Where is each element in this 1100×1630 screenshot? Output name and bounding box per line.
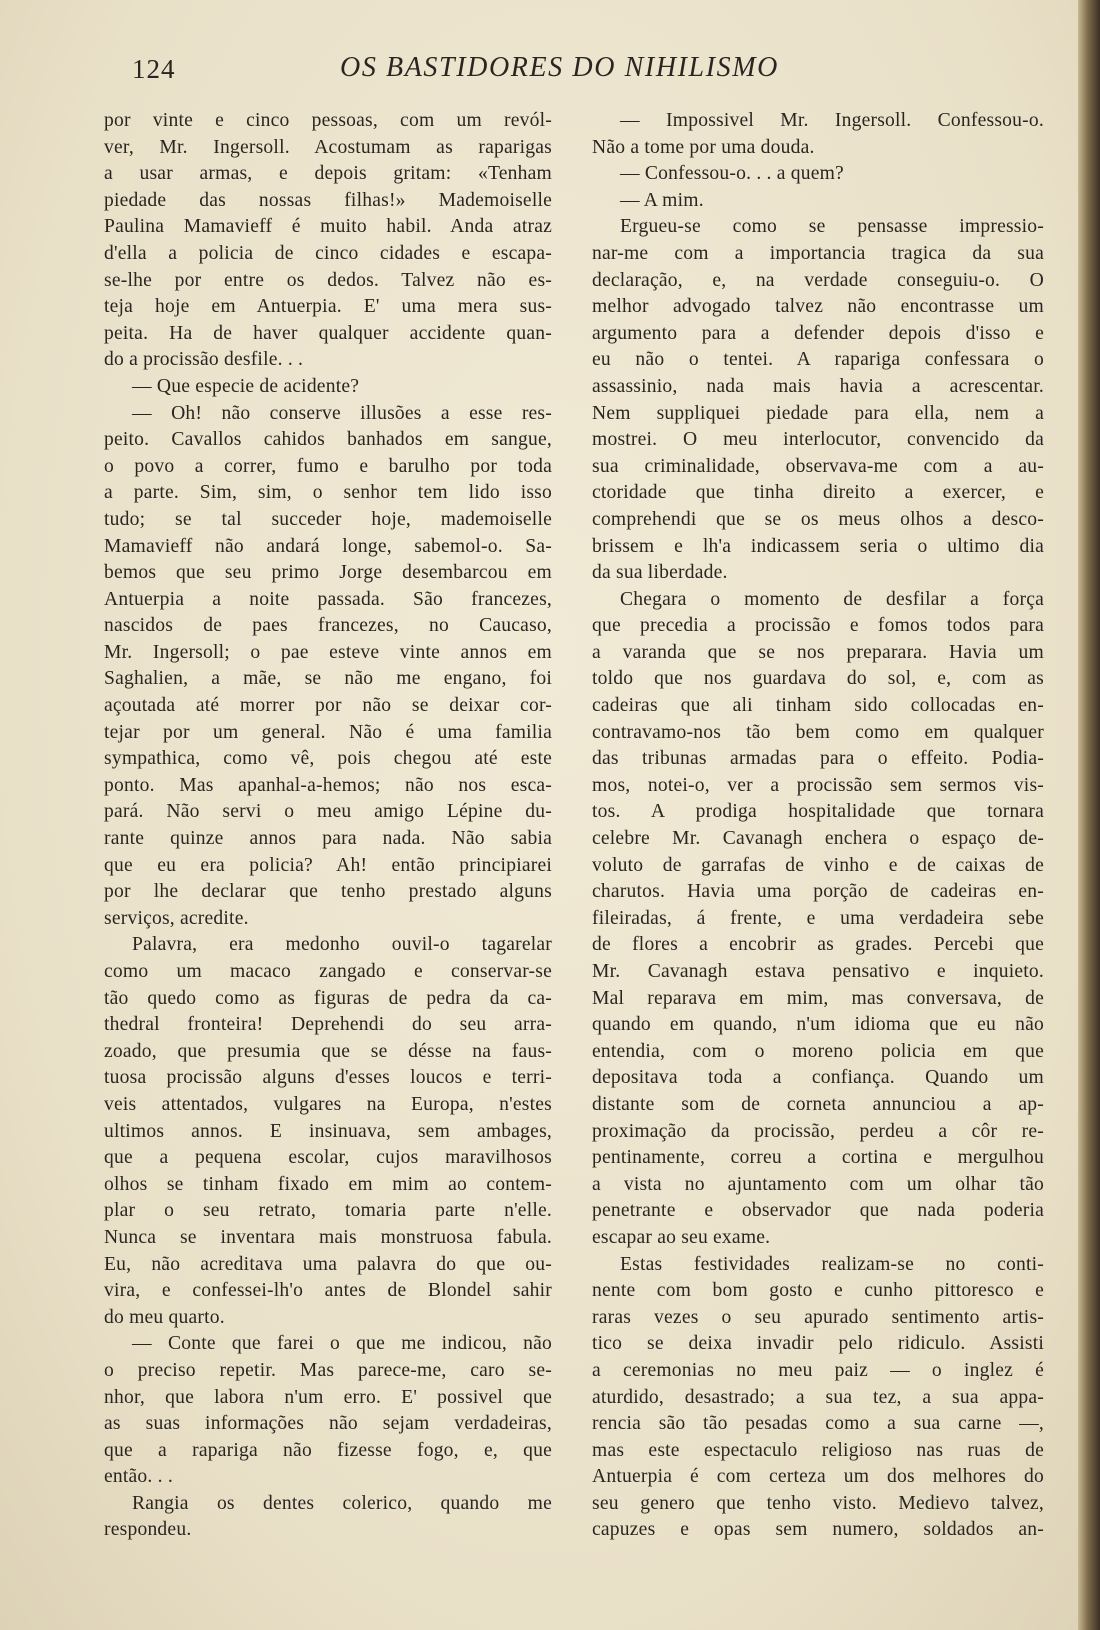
text-line: Nem suppliquei piedade para ella, nem a <box>592 402 1044 424</box>
text-line: por lhe declarar que tenho prestado alguns <box>104 881 552 903</box>
text-line: de flores a encobrir as grades. Percebi que <box>592 934 1044 956</box>
text-line: a parte. Sim, sim, o senhor tem lido isso <box>104 482 552 504</box>
text-line: peito. Cavallos cahidos banhados em sangue, <box>104 429 552 451</box>
text-line: — Impossivel Mr. Ingersoll. Confessou-o. <box>620 110 1044 131</box>
text-line: do meu quarto. <box>104 1306 225 1328</box>
text-line: respondeu. <box>104 1519 192 1541</box>
text-line: ponto. Mas apanhal-a-hemos; não nos esca- <box>104 774 552 796</box>
text-line: Chegara o momento de desfilar a força <box>620 588 1044 610</box>
text-line: charutos. Havia uma porção de cadeiras en- <box>592 881 1044 903</box>
text-line: Rangia os dentes colerico, quando me <box>132 1492 552 1514</box>
text-line: a usar armas, e depois gritam: «Tenham <box>104 163 552 185</box>
text-line: tos. A prodiga hospitalidade que tornara <box>592 801 1044 823</box>
text-line: celebre Mr. Cavanagh enchera o espaço de- <box>592 828 1044 850</box>
text-line: piedade das nossas filhas!» Mademoiselle <box>104 189 552 211</box>
text-line: Saghalien, a mãe, se não me engano, foi <box>104 668 552 690</box>
text-line: Não a tome por uma douda. <box>592 136 815 158</box>
text-line: capuzes e opas sem numero, soldados an- <box>592 1519 1044 1541</box>
text-line: Mr. Ingersoll; o pae esteve vinte annos em <box>104 641 552 663</box>
text-line: Eu, não acreditava uma palavra do que ou- <box>104 1253 552 1275</box>
text-line: ver, Mr. Ingersoll. Acostumam as raparigas <box>104 136 552 158</box>
book-spine-shadow <box>1078 0 1100 1630</box>
text-line: Antuerpia é com certeza um dos melhores do <box>592 1466 1044 1488</box>
text-line: voluto de garrafas de vinho e de caixas de <box>592 854 1044 876</box>
text-line: tuosa procissão alguns d'esses loucos e terri- <box>104 1067 552 1089</box>
text-line: mostrei. O meu interlocutor, convencido da <box>592 429 1044 451</box>
text-line: zoado, que presumia que se désse na faus- <box>104 1040 552 1062</box>
text-line: da sua liberdade. <box>592 562 728 584</box>
text-line: o preciso repetir. Mas parece-me, caro se- <box>104 1359 552 1381</box>
text-line: teja hoje em Antuerpia. E' uma mera sus- <box>104 296 552 318</box>
text-line: plar o seu retrato, tomaria parte n'elle. <box>104 1200 552 1222</box>
text-line: — A mim. <box>620 189 704 211</box>
text-line: ctoridade que tinha direito a exercer, e <box>592 482 1044 504</box>
text-line: Mr. Cavanagh estava pensativo e inquieto. <box>592 961 1044 982</box>
text-line: vira, e confessei-lh'o antes de Blondel sahir <box>104 1280 552 1302</box>
text-line: Palavra, era medonho ouvil-o tagarelar <box>132 934 552 956</box>
text-line: açoutada até morrer por não se deixar cor- <box>104 695 552 717</box>
text-line: escapar ao seu exame. <box>592 1226 771 1248</box>
text-line: brissem e lh'a indicassem seria o ultimo dia <box>592 535 1044 557</box>
text-line: argumento para a defender depois d'isso e <box>592 322 1044 344</box>
text-line: fileiradas, á frente, e uma verdadeira sebe <box>592 907 1044 929</box>
page-number: 124 <box>132 54 176 84</box>
text-line: então. . . <box>104 1466 173 1488</box>
text-line: sua criminalidade, observava-me com a au- <box>592 455 1044 477</box>
text-line: das tribunas armadas para o effeito. Podia- <box>592 748 1044 770</box>
text-line: comprehendi que se os meus olhos a desco- <box>592 508 1044 530</box>
text-line: serviços, acredite. <box>104 907 249 929</box>
text-line: do a procissão desfile. . . <box>104 349 304 371</box>
text-line: contravamo-nos tão bem como em qualquer <box>592 721 1044 743</box>
text-line: rencia são tão pesadas como a sua carne —, <box>592 1413 1044 1435</box>
text-line: Mal reparava em mim, mas conversava, de <box>592 987 1044 1009</box>
text-line: tão quedo como as figuras de pedra da ca- <box>104 987 552 1009</box>
text-line: nente com bom gosto e cunho pittoresco e <box>592 1280 1044 1302</box>
text-line: toldo que nos guardava do sol, e, com as <box>592 668 1044 690</box>
text-line: quando em quando, n'um idioma que eu não <box>592 1014 1044 1036</box>
text-line: proximação da procissão, perdeu a côr re- <box>592 1120 1044 1142</box>
text-line: o povo a correr, fumo e barulho por toda <box>104 455 552 477</box>
text-line: tico se deixa invadir pelo ridiculo. Assisti <box>592 1333 1044 1355</box>
text-line: olhos se tinham fixado em mim ao contem- <box>104 1173 552 1195</box>
text-line: aturdido, desastrado; a sua tez, a sua appa- <box>592 1386 1044 1408</box>
text-line: mos, notei-o, ver a procissão sem sermos vis- <box>592 774 1044 796</box>
text-line: assassinio, nada mais havia a acrescentar. <box>592 375 1044 397</box>
text-line: rante quinze annos para nada. Não sabia <box>104 828 552 850</box>
text-line: eu não o tentei. A rapariga confessara o <box>592 349 1044 371</box>
text-line: Mamavieff não andará longe, sabemol-o. Sa- <box>104 535 552 557</box>
text-line: tejar por um general. Não é uma familia <box>104 721 552 743</box>
page-header <box>104 52 1042 92</box>
text-line: Ergueu-se como se pensasse impressio- <box>620 216 1044 238</box>
text-line: que eu era policia? Ah! então principiarei <box>104 854 552 876</box>
text-line: distante som de corneta annunciou a ap- <box>592 1093 1044 1115</box>
text-line: cadeiras que ali tinham sido collocadas en- <box>592 695 1044 717</box>
text-line: — Conte que farei o que me indicou, não <box>132 1333 552 1355</box>
text-line: que a rapariga não fizesse fogo, e, que <box>104 1439 552 1461</box>
text-line: seu genero que tenho visto. Medievo talvez, <box>592 1492 1044 1514</box>
text-line: thedral fronteira! Deprehendi do seu arra- <box>104 1014 552 1036</box>
text-line: a varanda que se nos preparara. Havia um <box>592 641 1044 663</box>
text-line: — Oh! não conserve illusões a esse res- <box>132 402 552 424</box>
left-text-column <box>104 108 552 1544</box>
text-line: Nunca se inventara mais monstruosa fabula. <box>104 1226 552 1248</box>
text-line: por vinte e cinco pessoas, com um revól- <box>104 110 552 131</box>
text-line: pará. Não servi o meu amigo Lépine du- <box>104 801 552 823</box>
text-line: nascidos de paes francezes, no Caucaso, <box>104 615 552 637</box>
text-line: as suas informações não sejam verdadeiras, <box>104 1413 552 1435</box>
text-line: bemos que seu primo Jorge desembarcou em <box>104 562 552 584</box>
text-line: nar-me com a importancia tragica da sua <box>592 242 1044 264</box>
text-line: mas este espectaculo religioso nas ruas de <box>592 1439 1044 1461</box>
text-line: que a pequena escolar, cujos maravilhosos <box>104 1147 552 1169</box>
text-line: nhor, que labora n'um erro. E' possivel que <box>104 1386 552 1408</box>
text-line: se-lhe por entre os dedos. Talvez não es- <box>104 269 552 291</box>
text-line: veis attentados, vulgares na Europa, n'estes <box>104 1093 552 1115</box>
text-line: que precedia a procissão e fomos todos para <box>592 615 1044 637</box>
text-line: d'ella a policia de cinco cidades e escapa- <box>104 242 552 264</box>
text-line: Antuerpia a noite passada. São francezes, <box>104 588 552 610</box>
text-line: declaração, e, na verdade conseguiu-o. O <box>592 269 1044 291</box>
text-line: pentinamente, correu a cortina e mergulhou <box>592 1147 1044 1169</box>
text-line: a ceremonias no meu paiz — o inglez é <box>592 1359 1044 1381</box>
text-line: Estas festividades realizam-se no conti- <box>620 1253 1044 1275</box>
text-line: depositava toda a confiança. Quando um <box>592 1067 1044 1089</box>
text-line: melhor advogado talvez não encontrasse um <box>592 296 1044 318</box>
text-line: a vista no ajuntamento com um olhar tão <box>592 1173 1044 1195</box>
text-line: ultimos annos. E insinuava, sem ambages, <box>104 1120 552 1142</box>
text-line: tudo; se tal succeder hoje, mademoiselle <box>104 508 552 530</box>
text-line: raras vezes o seu apurado sentimento artis- <box>592 1306 1044 1328</box>
text-line: — Que especie de acidente? <box>132 375 360 397</box>
text-line: entendia, com o moreno policia em que <box>592 1040 1044 1062</box>
text-line: — Confessou-o. . . a quem? <box>620 163 844 185</box>
text-line: sympathica, como vê, pois chegou até este <box>104 748 552 770</box>
running-title: OS BASTIDORES DO NIHILISMO <box>340 52 780 83</box>
text-line: peita. Ha de haver qualquer accidente quan- <box>104 322 552 344</box>
right-text-column <box>592 108 1044 1544</box>
text-line: como um macaco zangado e conservar-se <box>104 961 552 982</box>
text-line: penetrante e observador que nada poderia <box>592 1200 1044 1222</box>
text-line: Paulina Mamavieff é muito habil. Anda atraz <box>104 216 552 238</box>
